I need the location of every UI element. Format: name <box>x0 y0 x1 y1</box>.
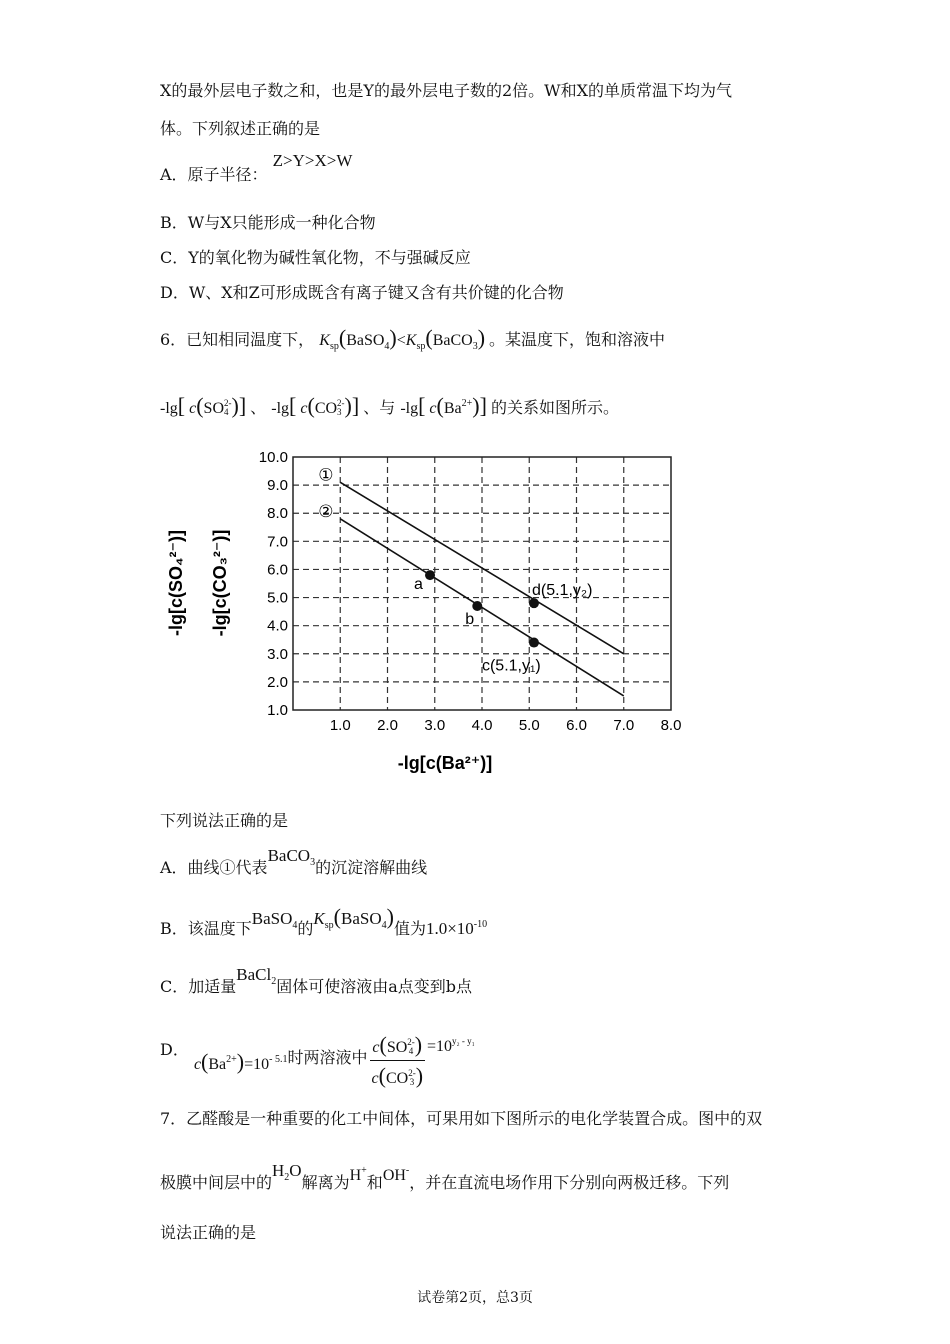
baso4-text: BaSO <box>340 909 382 928</box>
sub-4: 4 <box>292 920 298 931</box>
c-symbol: c <box>189 400 197 417</box>
y-tick-label: 9.0 <box>267 477 288 495</box>
ratio-denominator: c(CO2- 3) <box>371 1063 424 1088</box>
ksp-k: K <box>405 332 417 349</box>
y-tick-label: 8.0 <box>267 505 288 523</box>
ksp-sp: sp <box>329 341 339 352</box>
q6-option-b-value-prefix: 值为 <box>393 919 426 938</box>
q6-option-d-prefix: D． <box>160 1040 189 1059</box>
y-tick-label: 3.0 <box>267 645 288 663</box>
separator: 、与 <box>363 398 396 417</box>
bacl-text: BaCl <box>236 965 272 984</box>
q5-option-a-label: A．原子半径： <box>160 165 268 184</box>
solubility-chart <box>150 445 710 780</box>
minus-charge: - <box>405 1165 410 1176</box>
ksp-value-base: 1.0×10 <box>425 919 474 938</box>
c-symbol: c <box>300 400 308 417</box>
x-ticks <box>330 717 682 734</box>
q6-option-d <box>160 1022 475 1088</box>
ksp-value-exp: -10 <box>473 919 488 930</box>
sub-4: 4 <box>381 920 387 931</box>
ksp-baso4: $K_{sp}(BaSO_4)$ <box>313 904 394 931</box>
sub-2: 2 <box>271 976 277 987</box>
neg-lg: -lg <box>160 400 178 417</box>
ratio-numerator: c(SO2- 4) <box>370 1032 426 1061</box>
q6-relation <box>160 393 619 419</box>
bacl2-formula <box>236 965 277 987</box>
q5-option-d: D．W、X和Z可形成既含有离子键又含有共价键的化合物 <box>160 283 564 302</box>
ksp-value <box>426 919 487 938</box>
separator: 、 <box>250 398 267 417</box>
charge: 2+ <box>461 398 473 409</box>
page-footer: 试卷第2页，总3页 <box>417 1290 533 1306</box>
baco3-formula <box>267 846 316 868</box>
baso4-formula <box>251 909 298 931</box>
exp-y2-y1: y₂ - y₁ <box>452 1036 475 1046</box>
q6-option-c <box>160 965 472 999</box>
y-tick-label: 4.0 <box>267 617 288 635</box>
ksp-sp: sp <box>324 920 334 931</box>
ba-text: Ba <box>208 1056 227 1073</box>
so4-formula: SO <box>203 400 224 417</box>
baco3-formula: BaCO <box>432 332 473 349</box>
so4-text: SO <box>386 1039 408 1056</box>
x-tick-label: 7.0 <box>613 717 635 734</box>
x-tick-label: 6.0 <box>566 717 587 734</box>
y-ticks <box>259 449 288 719</box>
concentration-ratio <box>370 1032 426 1089</box>
relation-suffix: 的关系如图所示。 <box>490 398 619 417</box>
point-label: c(5.1,y₁) <box>481 657 541 675</box>
q5-option-a <box>160 151 353 185</box>
y-tick-label: 1.0 <box>267 702 288 719</box>
q7-line-2-suffix: ，并在直流电场作用下分别向两极迁移。下列 <box>409 1173 730 1192</box>
co3-text: CO <box>385 1070 409 1087</box>
q7-line-3: 说法正确的是 <box>160 1223 257 1242</box>
q6-option-c-prefix: C．加适量 <box>160 977 237 996</box>
sub-3: 3 <box>409 1077 415 1087</box>
q7-line-2 <box>160 1161 730 1195</box>
c-symbol: c <box>193 1056 202 1073</box>
oh-text: OH <box>382 1167 406 1184</box>
q6-option-b-prefix: B．该温度下 <box>160 919 252 938</box>
point-label: a <box>414 576 423 594</box>
q6-option-b-mid: 的 <box>297 919 314 938</box>
y-tick-label: 2.0 <box>267 673 288 691</box>
x-tick-label: 8.0 <box>660 717 682 734</box>
series-label-1: ① <box>318 465 334 485</box>
h-text: H <box>349 1167 362 1184</box>
charge: 2- <box>337 398 345 408</box>
point-label: d(5.1,y₂) <box>531 582 593 600</box>
x-tick-label: 3.0 <box>424 717 446 734</box>
ba-formula: Ba <box>443 400 462 417</box>
sub-2: 2 <box>284 1172 290 1183</box>
data-point <box>529 638 539 648</box>
y-axis-label-outer: -lg[c(SO₄²⁻)] <box>166 529 186 637</box>
q6-option-b <box>160 904 488 941</box>
ksp-k: K <box>319 332 330 349</box>
neg-lg: -lg <box>400 400 419 417</box>
c-symbol: c <box>371 1070 379 1087</box>
sub-4: 4 <box>408 1046 414 1056</box>
plus-charge: + <box>361 1165 367 1176</box>
charge: 2- <box>408 1068 416 1078</box>
baso4-text: BaSO <box>251 909 293 928</box>
neg-lg-ba: -lg[ $c(Ba^{2+})$] <box>400 393 487 418</box>
sub-3: 3 <box>337 407 342 417</box>
q6-option-a <box>160 846 428 880</box>
data-point <box>472 601 482 611</box>
co3-formula: CO <box>314 400 338 417</box>
q6-option-d-mid: 时两溶液中 <box>287 1048 368 1067</box>
q6-question: 下列说法正确的是 <box>160 811 289 830</box>
y-tick-label: 7.0 <box>267 533 288 551</box>
ratio-value <box>427 1038 475 1055</box>
less-than: < <box>396 332 406 349</box>
h-plus <box>350 1167 367 1184</box>
charge: 2- <box>407 1037 415 1047</box>
c-symbol: c <box>429 400 437 417</box>
y-tick-label: 6.0 <box>267 561 288 579</box>
baco3-text: BaCO <box>267 846 311 865</box>
q6-intro-prefix: 6．已知相同温度下， <box>160 330 315 349</box>
sub-3: 3 <box>472 341 478 352</box>
y-axis-label-inner: -lg[c(CO₃²⁻)] <box>210 529 230 637</box>
charge: 2- <box>224 398 232 408</box>
point-label: b <box>465 610 475 628</box>
baso4-formula: BaSO <box>346 332 385 349</box>
x-tick-label: 1.0 <box>329 717 351 734</box>
q5-line-2: 体。下列叙述正确的是 <box>160 119 321 138</box>
series-label-2: ② <box>318 501 334 521</box>
eq-ten: =10 <box>427 1038 453 1055</box>
x-axis-label: -lg[c(Ba²⁺)] <box>397 753 493 773</box>
q6-option-a-prefix: A．曲线①代表 <box>160 858 268 877</box>
ksp-k: K <box>313 909 325 928</box>
sub-4: 4 <box>224 407 229 417</box>
oh-minus <box>383 1167 409 1184</box>
x-tick-label: 4.0 <box>471 717 493 734</box>
x-tick-label: 2.0 <box>377 717 398 734</box>
q5-option-c: C．Y的氧化物为碱性氧化物，不与强碱反应 <box>160 248 471 267</box>
data-point <box>425 570 435 580</box>
c-symbol: c <box>372 1039 380 1056</box>
q7-line-2-mid1: 解离为 <box>301 1173 350 1192</box>
q7-line-2-prefix: 极膜中间层中的 <box>160 1173 273 1192</box>
q5-line-1: X的最外层电子数之和，也是Y的最外层电子数的2倍。W和X的单质常温下均为气 <box>160 81 732 100</box>
x-tick-label: 5.0 <box>518 717 540 734</box>
h2o-formula <box>272 1161 302 1183</box>
ksp-sp: sp <box>416 341 426 352</box>
data-point <box>529 598 539 608</box>
q6-intro <box>160 325 665 352</box>
q5-option-a-math: Z>Y>X>W <box>272 151 353 170</box>
neg-lg-co3: -lg[ c(CO2- 3 )] <box>271 393 360 418</box>
ksp-inequality: $K_{sp}(BaSO_4)<K_{sp}(BaCO_3)$ <box>319 325 486 352</box>
neg-lg-so4: -lg[ c(SO2- 4 )] <box>160 393 247 418</box>
neg-lg: -lg <box>271 400 290 417</box>
eq-ten: =10 <box>244 1056 270 1073</box>
o-text: O <box>289 1161 302 1180</box>
y-tick-label: 10.0 <box>258 449 288 466</box>
q6-option-c-suffix: 固体可使溶液由a点变到b点 <box>276 977 472 996</box>
q7-line-2-mid2: 和 <box>366 1173 383 1192</box>
exp-5-1: - 5.1 <box>269 1054 288 1065</box>
q6-intro-suffix: 。某温度下，饱和溶液中 <box>489 330 666 349</box>
y-tick-label: 5.0 <box>267 589 288 607</box>
charge: 2+ <box>226 1054 237 1065</box>
sub-3: 3 <box>310 857 316 868</box>
ba-concentration-eq: $c(Ba^{2+})=10^{- 5.1}$ <box>193 1049 288 1074</box>
chart-series <box>318 465 624 696</box>
sub-4: 4 <box>384 341 390 352</box>
q6-option-a-suffix: 的沉淀溶解曲线 <box>315 858 428 877</box>
q7-line-1: 7．乙醛酸是一种重要的化工中间体，可果用如下图所示的电化学装置合成。图中的双 <box>160 1109 763 1128</box>
h-text: H <box>272 1161 285 1180</box>
q5-option-b: B．W与X只能形成一种化合物 <box>160 213 376 232</box>
